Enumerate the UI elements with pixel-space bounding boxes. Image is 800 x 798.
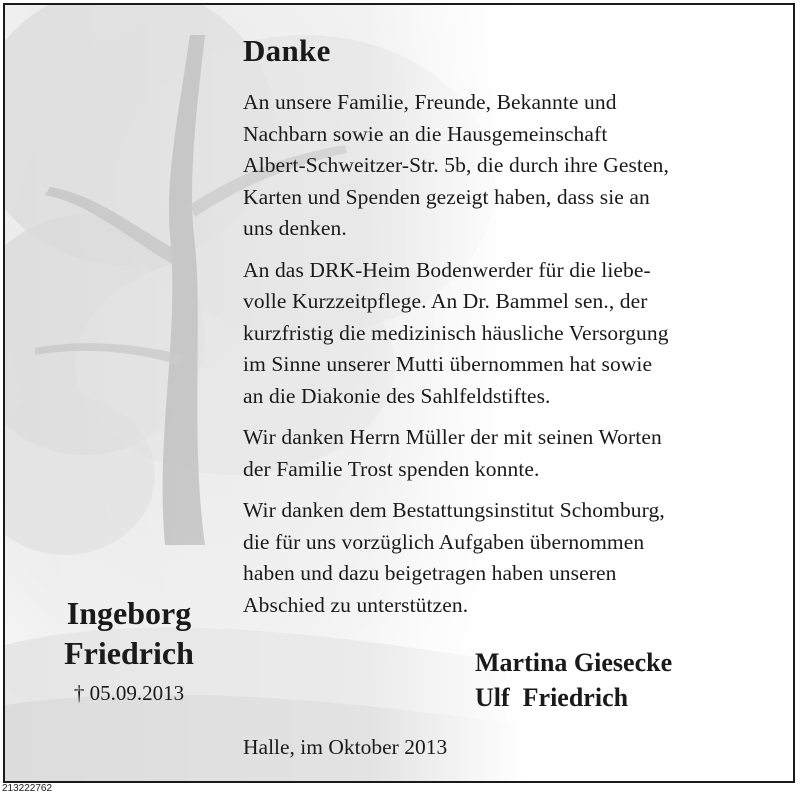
text-line: Albert-Schweitzer-Str. 5b, die durch ihre Gesten,: [243, 153, 669, 177]
paragraph-family: [243, 87, 783, 245]
obituary-notice: [3, 3, 795, 783]
text-line: Wir danken Herrn Müller der mit seinen Worten: [243, 425, 662, 449]
thank-you-text: [243, 33, 783, 631]
text-line: uns denken.: [243, 216, 347, 240]
signer-name: Martina Giesecke: [475, 648, 673, 677]
text-line: der Familie Trost spenden konnte.: [243, 456, 540, 481]
text-line: haben und dazu beigetragen haben unseren: [243, 561, 617, 585]
text-line: An das DRK-Heim Bodenwerder für die liebe-: [243, 257, 651, 282]
paragraph-speaker: [243, 422, 783, 485]
signers: [475, 645, 672, 715]
death-date: † 05.09.2013: [73, 681, 185, 705]
text-line: Abschied zu unterstützen.: [243, 592, 469, 617]
paragraph-care: [243, 255, 783, 413]
text-line: die für uns vorzüglich Aufgaben übernommen: [243, 529, 645, 554]
text-line: an die Diakonie des Sahlfeldstiftes.: [243, 383, 551, 408]
signer-name: Ulf Friedrich: [475, 683, 629, 712]
text-line: volle Kurzzeitpflege. An Dr. Bammel sen., der: [243, 289, 648, 313]
deceased-last-name: Friedrich: [64, 635, 194, 671]
paragraph-funeral-home: [243, 495, 783, 621]
text-line: Wir danken dem Bestattungsinstitut Schomburg,: [243, 498, 665, 522]
text-line: im Sinne unserer Mutti übernommen hat sowie: [243, 352, 653, 376]
text-line: kurzfristig die medizinisch häusliche Versorgung: [243, 320, 669, 345]
text-line: Karten und Spenden gezeigt haben, dass sie an: [243, 184, 650, 209]
place-date: Halle, im Oktober 2013: [243, 735, 448, 759]
text-line: Nachbarn sowie an die Hausgemeinschaft: [243, 121, 608, 146]
deceased-first-name: Ingeborg: [66, 595, 192, 631]
text-line: An unsere Familie, Freunde, Bekannte und: [243, 90, 617, 114]
notice-title: Danke: [243, 33, 331, 68]
reference-code: 213222762: [2, 783, 53, 794]
deceased-block: [25, 593, 233, 706]
